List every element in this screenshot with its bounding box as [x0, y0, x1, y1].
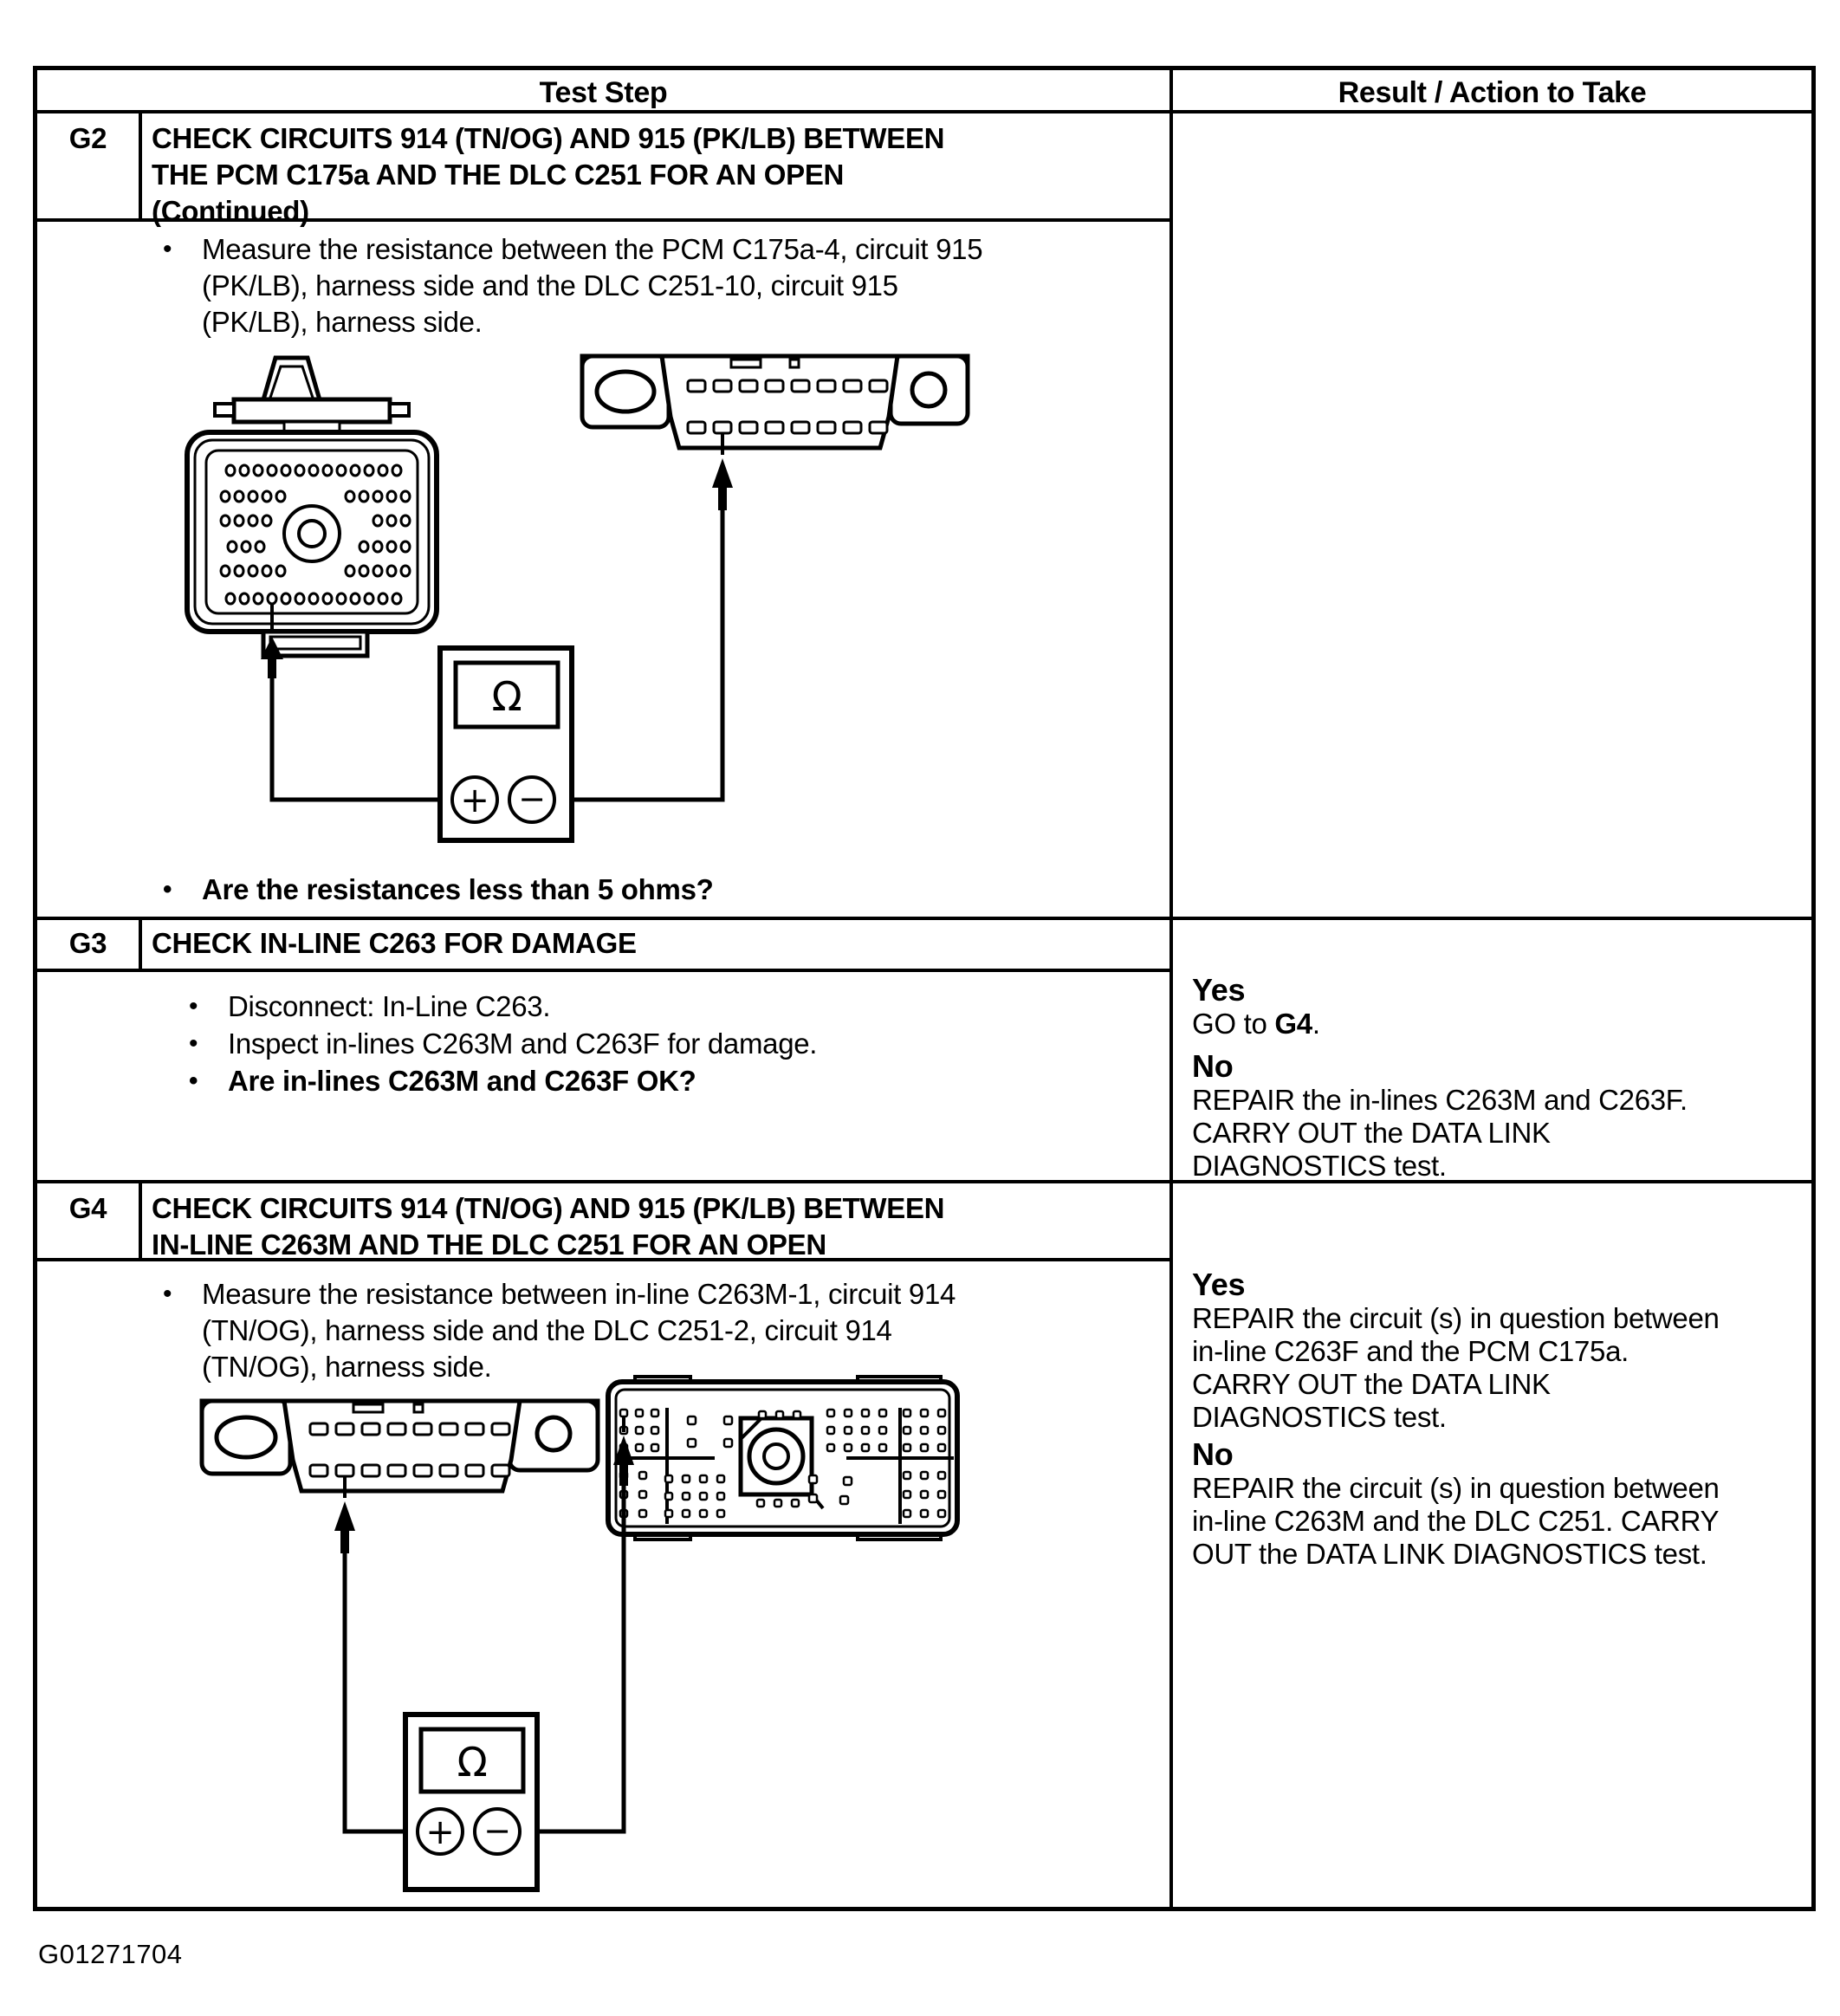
bullet-icon: • [189, 1029, 198, 1058]
instruction-line: (TN/OG), harness side. [202, 1351, 492, 1383]
g3-bullet-inspect: • Inspect in-lines C263M and C263F for damage. [189, 1026, 1142, 1062]
test-lead-arrow-dlc [712, 458, 733, 510]
go-to-target-step: G4 [1274, 1008, 1312, 1040]
dlc-connector-icon [202, 1401, 598, 1491]
action-line: CARRY OUT the DATA LINK [1192, 1368, 1551, 1400]
g4-result-yes-label: Yes [1192, 1267, 1246, 1302]
dlc-mount-hole-right [537, 1417, 570, 1450]
dlc-mount-hole-left [597, 372, 654, 412]
g3-title-divider [37, 969, 1173, 972]
plus-symbol: + [460, 781, 489, 820]
ohm-symbol: Ω [457, 1739, 488, 1786]
column-header-test-step: Test Step [539, 76, 668, 109]
dlc-mount-hole-left [217, 1417, 275, 1457]
inline-connector-icon [608, 1377, 957, 1540]
instruction-line: (PK/LB), harness side and the DLC C251-10, circuit 915 [202, 269, 898, 301]
measurement-wire-right [554, 510, 722, 800]
action-line: OUT the DATA LINK DIAGNOSTICS test. [1192, 1538, 1707, 1570]
ohmmeter-icon [405, 1715, 537, 1890]
g4-label-divider [139, 1180, 142, 1261]
g3-question: • Are in-lines C263M and C263F OK? [189, 1063, 1142, 1099]
g3-result-yes-action [1192, 1008, 1320, 1040]
step-id-g4: G4 [68, 1192, 107, 1224]
ohmmeter-icon [440, 648, 572, 840]
step-title-g4 [152, 1190, 1156, 1263]
g4-result-yes-action [1192, 1302, 1804, 1434]
instruction-line: (PK/LB), harness side. [202, 306, 483, 338]
test-lead-arrow-dlc [334, 1501, 355, 1553]
g3-label-divider [139, 917, 142, 972]
figure-id: G01271704 [38, 1939, 183, 1969]
g2-measure-instruction [163, 231, 1142, 340]
plus-symbol: + [425, 1812, 455, 1852]
step-title-line: CHECK CIRCUITS 914 (TN/OG) AND 915 (PK/LB) BETWEEN [152, 122, 945, 154]
bullet-icon: • [163, 875, 172, 904]
g4-measure-instruction [163, 1276, 1142, 1385]
action-line: in-line C263F and the PCM C175a. [1192, 1335, 1629, 1367]
instruction-line: (TN/OG), harness side and the DLC C251-2, circuit 914 [202, 1314, 892, 1346]
action-line: REPAIR the circuit (s) in question between [1192, 1302, 1720, 1334]
bullet-icon: • [189, 1066, 198, 1095]
measurement-wire-left [272, 678, 452, 800]
minus-symbol: − [483, 1812, 511, 1850]
pcm-connector-icon [187, 358, 437, 656]
instruction-line: Measure the resistance between in-line C263M-1, circuit 914 [202, 1278, 956, 1310]
action-line: CARRY OUT the DATA LINK [1192, 1117, 1551, 1149]
column-header-result-action: Result / Action to Take [1338, 76, 1647, 109]
minus-symbol: − [518, 780, 546, 818]
action-line: DIAGNOSTICS test. [1192, 1401, 1447, 1433]
g4-result-no-label: No [1192, 1436, 1234, 1472]
bullet-icon: • [163, 235, 172, 263]
g3-result-yes-label: Yes [1192, 972, 1246, 1008]
action-line: REPAIR the circuit (s) in question between [1192, 1472, 1720, 1504]
dlc-mount-hole-right [912, 373, 945, 406]
go-to-prefix: GO to [1192, 1008, 1275, 1040]
step-title-line: IN-LINE C263M AND THE DLC C251 FOR AN OPEN [152, 1228, 826, 1261]
action-line: REPAIR the in-lines C263M and C263F. [1192, 1084, 1688, 1116]
instruction-line: Measure the resistance between the PCM C175a-4, circuit 915 [202, 233, 983, 265]
g3-bullet-disconnect: • Disconnect: In-Line C263. [189, 989, 1142, 1025]
step-id-g2: G2 [68, 122, 107, 154]
action-line: in-line C263M and the DLC C251. CARRY [1192, 1505, 1720, 1537]
step-title-g2 [152, 120, 1156, 230]
dlc-connector-icon [582, 356, 968, 448]
step-title-g3: CHECK IN-LINE C263 FOR DAMAGE [152, 927, 637, 959]
action-line: DIAGNOSTICS test. [1192, 1150, 1447, 1182]
column-divider [1169, 70, 1173, 1907]
step-title-line: (Continued) [152, 195, 309, 227]
ohm-symbol: Ω [491, 673, 522, 720]
step-title-line: CHECK CIRCUITS 914 (TN/OG) AND 915 (PK/LB) BETWEEN [152, 1192, 945, 1224]
g3-row-top-divider [37, 917, 1811, 920]
dlc-inline-resistance-diagram [198, 1377, 964, 1896]
pinpoint-test-table [33, 66, 1816, 1911]
pcm-dlc-resistance-diagram [180, 349, 990, 847]
bullet-icon: • [189, 992, 198, 1021]
bullet-icon: • [163, 1280, 172, 1308]
g4-result-no-action [1192, 1472, 1804, 1571]
step-id-g3: G3 [68, 927, 107, 959]
go-to-suffix: . [1312, 1008, 1320, 1040]
g3-result-no-action [1192, 1084, 1798, 1183]
g2-question: • Are the resistances less than 5 ohms? [163, 872, 1142, 908]
g2-label-divider [139, 110, 142, 222]
g3-result-no-label: No [1192, 1048, 1234, 1084]
step-title-line: THE PCM C175a AND THE DLC C251 FOR AN OPEN [152, 159, 845, 191]
